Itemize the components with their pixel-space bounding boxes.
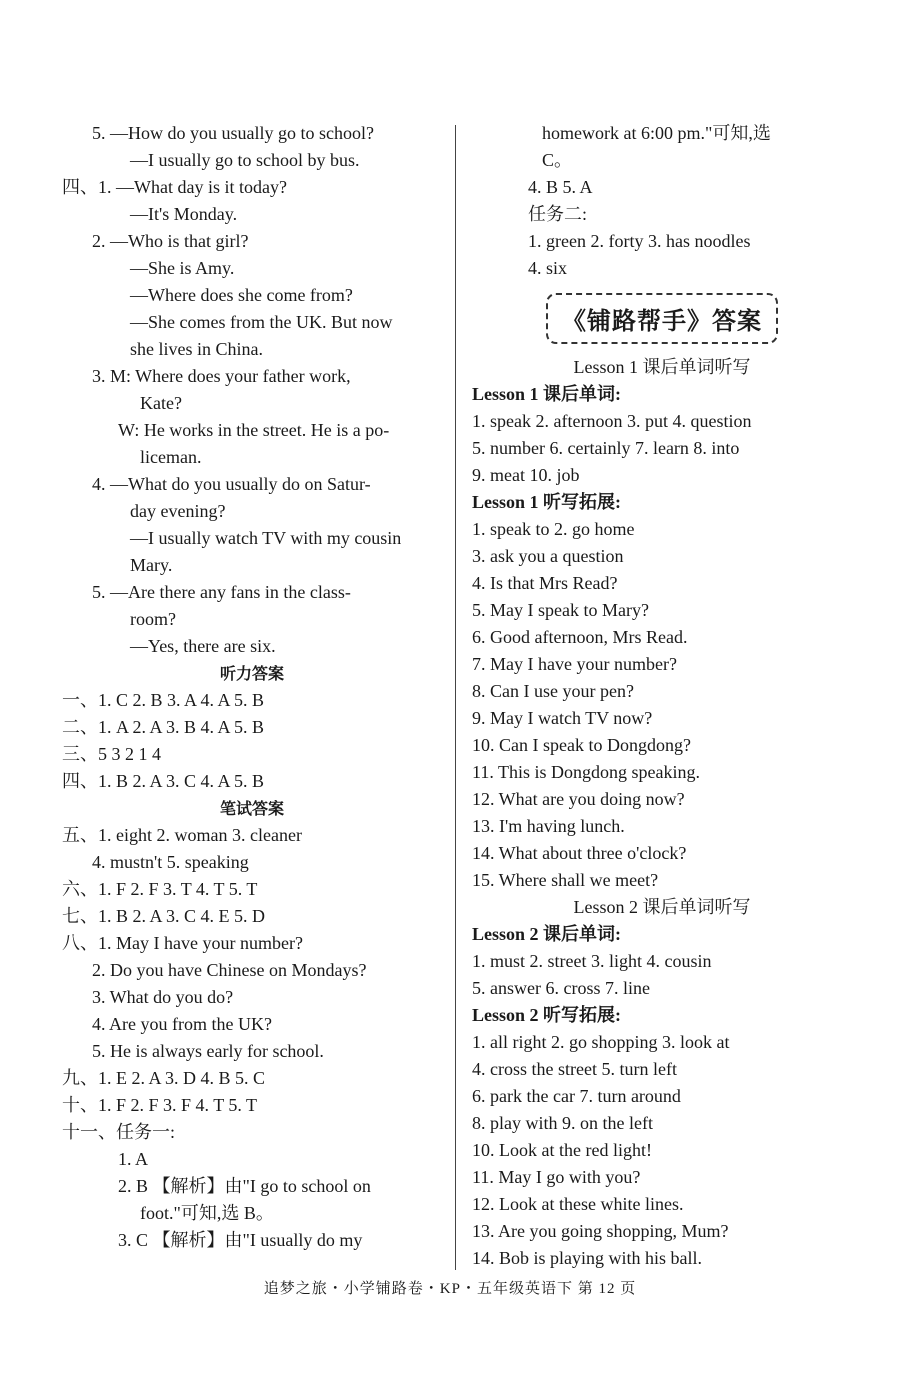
text-line: 四、1. —What day is it today? (62, 177, 287, 197)
text-line: 2. B 【解析】由"I go to school on (118, 1176, 371, 1196)
text-line: 6. park the car 7. turn around (472, 1086, 681, 1106)
left-column (62, 120, 442, 1254)
text-line: 9. meat 10. job (472, 465, 580, 485)
text-line: Lesson 2 听写拓展: (472, 1005, 622, 1025)
text-line: —She is Amy. (130, 258, 235, 278)
text-line: 九、1. E 2. A 3. D 4. B 5. C (62, 1068, 266, 1088)
text-line: 二、1. A 2. A 3. B 4. A 5. B (62, 717, 265, 737)
text-line: Kate? (140, 393, 182, 413)
text-line: C。 (542, 150, 573, 170)
text-line: day evening? (130, 501, 226, 521)
text-line: 12. Look at these white lines. (472, 1194, 684, 1214)
text-line: she lives in China. (130, 339, 263, 359)
text-line: 14. What about three o'clock? (472, 843, 687, 863)
text-line: 五、1. eight 2. woman 3. cleaner (62, 825, 302, 845)
text-line: 8. Can I use your pen? (472, 681, 634, 701)
right-top-lines (472, 120, 852, 282)
text-line: 4. mustn't 5. speaking (92, 852, 249, 872)
text-line: 3. C 【解析】由"I usually do my (118, 1230, 363, 1250)
text-line: 10. Can I speak to Dongdong? (472, 735, 691, 755)
text-line: Lesson 1 课后单词: (472, 384, 622, 404)
text-line: 11. This is Dongdong speaking. (472, 762, 700, 782)
text-line: 六、1. F 2. F 3. T 4. T 5. T (62, 879, 258, 899)
text-line: W: He works in the street. He is a po- (118, 420, 390, 440)
text-line: 四、1. B 2. A 3. C 4. A 5. B (62, 771, 265, 791)
text-line: liceman. (140, 447, 202, 467)
text-line: 13. I'm having lunch. (472, 816, 625, 836)
text-line: 2. Do you have Chinese on Mondays? (92, 960, 367, 980)
text-line: Mary. (130, 555, 173, 575)
text-line: 任务二: (528, 204, 588, 224)
text-line: 12. What are you doing now? (472, 789, 685, 809)
text-line: 一、1. C 2. B 3. A 4. A 5. B (62, 690, 265, 710)
section-title: 《铺路帮手》答案 (546, 293, 778, 344)
text-line: 8. play with 9. on the left (472, 1113, 653, 1133)
text-line: —Yes, there are six. (130, 636, 276, 656)
text-line: 6. Good afternoon, Mrs Read. (472, 627, 688, 647)
text-line: 3. ask you a question (472, 546, 624, 566)
text-line: —I usually watch TV with my cousin (130, 528, 402, 548)
text-line: 4. cross the street 5. turn left (472, 1059, 677, 1079)
text-line: 10. Look at the red light! (472, 1140, 652, 1160)
text-line: room? (130, 609, 176, 629)
column-divider (455, 125, 456, 1270)
text-line: 5. number 6. certainly 7. learn 8. into (472, 438, 740, 458)
right-column (472, 120, 852, 1272)
text-line: 15. Where shall we meet? (472, 870, 659, 890)
text-line: 2. —Who is that girl? (92, 231, 249, 251)
text-line: Lesson 1 听写拓展: (472, 492, 622, 512)
section-title-wrap (472, 282, 852, 354)
text-line: foot."可知,选 B。 (140, 1203, 274, 1223)
text-line: —It's Monday. (130, 204, 238, 224)
text-line: 3. M: Where does your father work, (92, 366, 351, 386)
text-line: 听力答案 (219, 664, 284, 683)
text-line: 1. must 2. street 3. light 4. cousin (472, 951, 712, 971)
text-line: 十一、任务一: (62, 1122, 176, 1142)
text-line: 4. —What do you usually do on Satur- (92, 474, 371, 494)
text-line: 1. speak 2. afternoon 3. put 4. question (472, 411, 752, 431)
text-line: 1. speak to 2. go home (472, 519, 635, 539)
text-line: 三、5 3 2 1 4 (62, 744, 161, 764)
text-line: 14. Bob is playing with his ball. (472, 1248, 703, 1268)
text-line: Lesson 1 课后单词听写 (573, 357, 751, 377)
text-line: 9. May I watch TV now? (472, 708, 653, 728)
text-line: 八、1. May I have your number? (62, 933, 303, 953)
text-line: 1. green 2. forty 3. has noodles (528, 231, 751, 251)
text-line: 11. May I go with you? (472, 1167, 641, 1187)
text-line: 4. six (528, 258, 568, 278)
text-line: 4. Is that Mrs Read? (472, 573, 618, 593)
text-line: 5. He is always early for school. (92, 1041, 324, 1061)
text-line: 七、1. B 2. A 3. C 4. E 5. D (62, 906, 266, 926)
text-line: 7. May I have your number? (472, 654, 677, 674)
text-line: 4. B 5. A (528, 177, 593, 197)
text-line: 笔试答案 (219, 799, 284, 818)
text-line: 5. —Are there any fans in the class- (92, 582, 351, 602)
text-line: —Where does she come from? (130, 285, 353, 305)
text-line: 十、1. F 2. F 3. F 4. T 5. T (62, 1095, 258, 1115)
text-line: —I usually go to school by bus. (130, 150, 360, 170)
text-line: Lesson 2 课后单词: (472, 924, 622, 944)
text-line: —She comes from the UK. But now (130, 312, 393, 332)
text-line: 4. Are you from the UK? (92, 1014, 272, 1034)
text-line: 5. —How do you usually go to school? (92, 123, 374, 143)
text-line: 5. May I speak to Mary? (472, 600, 649, 620)
page-footer: 追梦之旅・小学铺路卷・KP・五年级英语下 第 12 页 (263, 1281, 637, 1297)
text-line: homework at 6:00 pm."可知,选 (542, 123, 771, 143)
text-line: 5. answer 6. cross 7. line (472, 978, 650, 998)
text-line: 1. A (118, 1149, 149, 1169)
text-line: 1. all right 2. go shopping 3. look at (472, 1032, 730, 1052)
text-line: Lesson 2 课后单词听写 (573, 897, 751, 917)
text-line: 13. Are you going shopping, Mum? (472, 1221, 729, 1241)
text-line: 3. What do you do? (92, 987, 234, 1007)
right-bottom-lines (472, 354, 852, 1272)
